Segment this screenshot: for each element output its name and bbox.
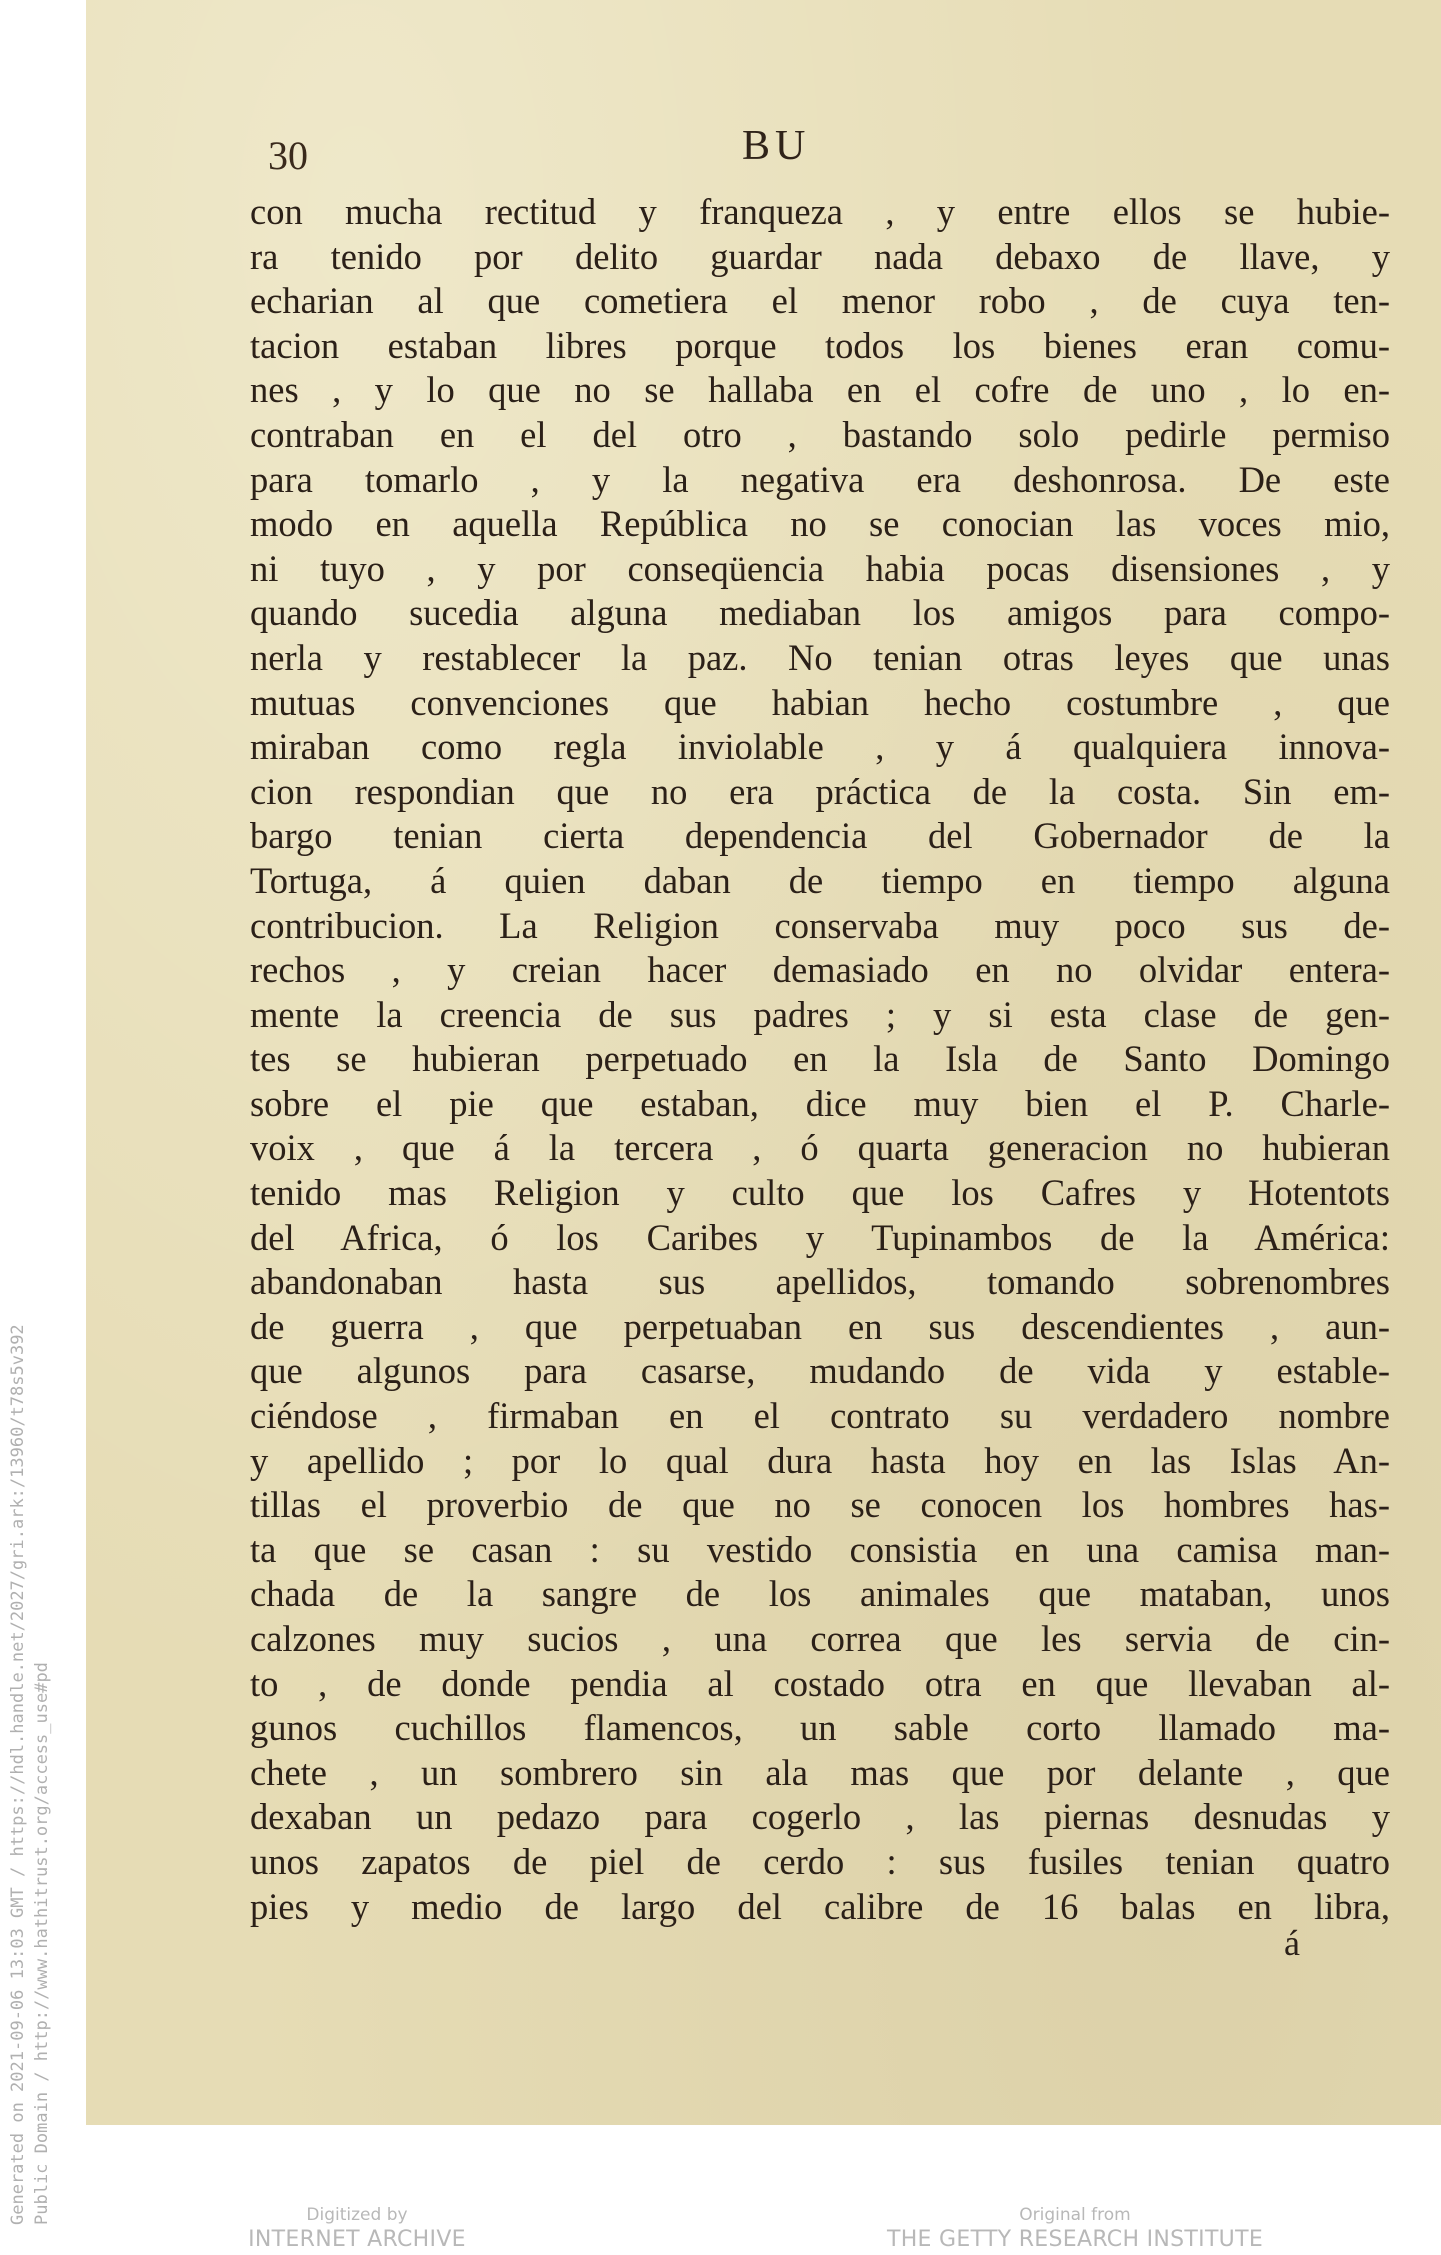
text-line: tenido mas Religion y culto que los Cafres y Hotentots bbox=[250, 1172, 1390, 1214]
text-line: contraban en el del otro , bastando solo pedirle permiso bbox=[250, 413, 1390, 455]
text-line: calzones muy sucios , una correa que les servia de cin- bbox=[250, 1618, 1390, 1659]
text-line: nes , y lo que no se hallaba en el cofre de uno , lo en- bbox=[250, 369, 1390, 411]
access-watermark bbox=[6, 1324, 54, 2225]
original-from-caption: Original from bbox=[1019, 2205, 1131, 2225]
text-line: ciéndose , firmaban en el contrato su verdadero nombre bbox=[250, 1395, 1390, 1437]
text-line: quando sucedia alguna mediaban los amigos para compo- bbox=[250, 592, 1390, 634]
text-line: contribucion. La Religion conservaba muy poco sus de- bbox=[250, 904, 1390, 946]
text-line: para tomarlo , y la negativa era deshonrosa. De este bbox=[250, 458, 1390, 500]
text-line: del Africa, ó los Caribes y Tupinambos de la América: bbox=[250, 1216, 1390, 1258]
text-line: ni tuyo , y por conseqüencia habia pocas disensiones , y bbox=[250, 547, 1390, 589]
digitized-by-credit bbox=[247, 2205, 467, 2255]
original-from-credit bbox=[885, 2205, 1265, 2255]
text-line: miraban como regla inviolable , y á qualquiera innova- bbox=[250, 726, 1390, 768]
text-line: rechos , y creian hacer demasiado en no olvidar entera- bbox=[250, 949, 1390, 991]
text-line: to , de donde pendia al costado otra en que llevaban al- bbox=[250, 1662, 1390, 1704]
text-line: ra tenido por delito guardar nada debaxo de llave, y bbox=[250, 235, 1390, 277]
text-line: abandonaban hasta sus apellidos, tomando sobrenombres bbox=[250, 1261, 1390, 1303]
text-line: tacion estaban libres porque todos los bienes eran comu- bbox=[250, 324, 1390, 366]
text-line: mente la creencia de sus padres ; y si esta clase de gen- bbox=[250, 993, 1390, 1035]
text-line: tillas el proverbio de que no se conocen los hombres has- bbox=[250, 1484, 1390, 1526]
scanned-page bbox=[86, 0, 1441, 2125]
text-line: dexaban un pedazo para cogerlo , las piernas desnudas y bbox=[250, 1796, 1390, 1838]
text-line: ta que se casan : su vestido consistia en una camisa man- bbox=[250, 1528, 1390, 1570]
running-head: BU bbox=[742, 123, 811, 169]
text-line: chete , un sombrero sin ala mas que por delante , que bbox=[250, 1751, 1390, 1793]
text-line: Tortuga, á quien daban de tiempo en tiempo alguna bbox=[250, 859, 1390, 901]
body-text bbox=[250, 190, 1390, 1929]
text-line: modo en aquella República no se conocian las voces mio, bbox=[250, 503, 1390, 545]
page-number: 30 bbox=[268, 133, 308, 178]
text-line: pies y medio de largo del calibre de 16 balas en libra, bbox=[250, 1885, 1390, 1927]
catchword: á bbox=[1284, 1923, 1300, 1963]
watermark-generated-line: Generated on 2021-09-06 13:03 GMT / https://hdl.handle.net/2027/gri.ark:/13960/t78s5v392 bbox=[8, 1324, 28, 2225]
text-line: unos zapatos de piel de cerdo : sus fusiles tenian quatro bbox=[250, 1840, 1390, 1882]
text-line: sobre el pie que estaban, dice muy bien el P. Charle- bbox=[250, 1082, 1390, 1124]
text-line: nerla y restablecer la paz. No tenian otras leyes que unas bbox=[250, 636, 1390, 678]
text-line: tes se hubieran perpetuado en la Isla de Santo Domingo bbox=[250, 1038, 1390, 1080]
text-line: de guerra , que perpetuaban en sus descendientes , aun- bbox=[250, 1305, 1390, 1347]
text-line: cion respondian que no era práctica de la costa. Sin em- bbox=[250, 770, 1390, 812]
text-line: y apellido ; por lo qual dura hasta hoy en las Islas An- bbox=[250, 1439, 1390, 1481]
text-line: voix , que á la tercera , ó quarta generacion no hubieran bbox=[250, 1127, 1390, 1169]
text-line: bargo tenian cierta dependencia del Gobernador de la bbox=[250, 815, 1390, 857]
page-header bbox=[86, 122, 1441, 182]
internet-archive-label: INTERNET ARCHIVE bbox=[248, 2227, 466, 2252]
text-line: con mucha rectitud y franqueza , y entre ellos se hubie- bbox=[250, 191, 1390, 232]
text-line: mutuas convenciones que habian hecho costumbre , que bbox=[250, 681, 1390, 723]
text-line: chada de la sangre de los animales que mataban, unos bbox=[250, 1573, 1390, 1615]
watermark-license-line: Public Domain / http://www.hathitrust.org/access_use#pd bbox=[32, 1662, 52, 2225]
text-line: que algunos para casarse, mudando de vida y estable- bbox=[250, 1350, 1390, 1392]
text-line: echarian al que cometiera el menor robo , de cuya ten- bbox=[250, 280, 1390, 322]
text-line: gunos cuchillos flamencos, un sable corto llamado ma- bbox=[250, 1707, 1390, 1749]
digitized-by-caption: Digitized by bbox=[306, 2205, 408, 2225]
getty-institute-label: THE GETTY RESEARCH INSTITUTE bbox=[886, 2227, 1264, 2252]
